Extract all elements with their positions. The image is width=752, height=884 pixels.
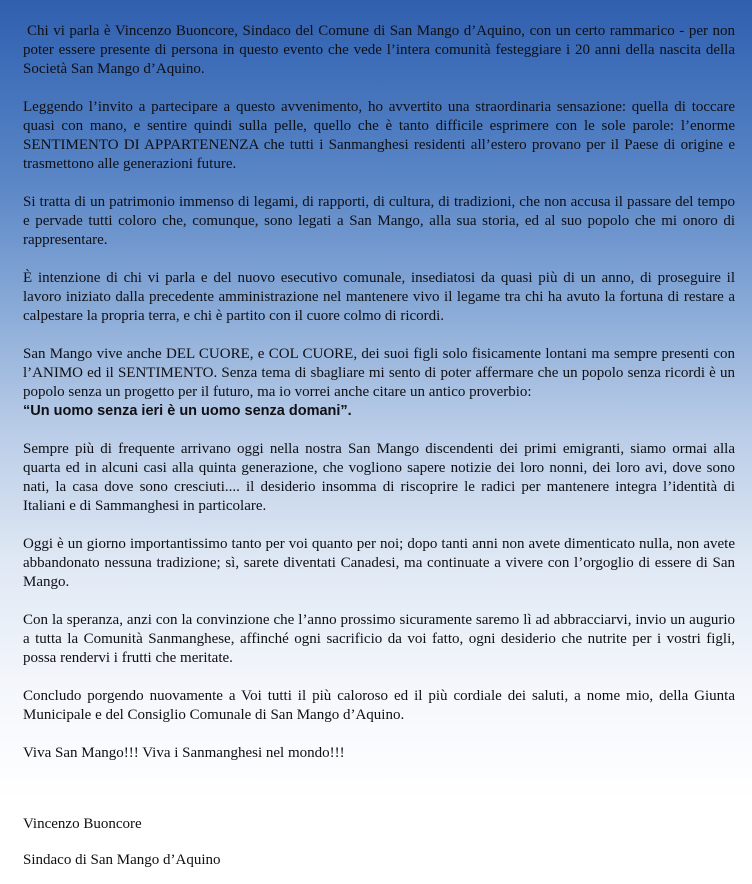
paragraph-heart (23, 345, 735, 421)
paragraph-greetings: Concludo porgendo nuovamente a Voi tutti il più caloroso ed il più cordiale dei saluti, a nome mio, della Giunta Municipale e del Consiglio Comunale di San Mango d’Aquino. (23, 688, 735, 723)
paragraph-hope: Con la speranza, anzi con la convinzione che l’anno prossimo sicuramente saremo lì ad abbracciarvi, invio un augurio a tutta la Comunità Sanmanghese, affinché ogni sacrificio da voi fatto, ogni desiderio che nutrite per i vostri figli, possa rendervi i frutti che meritate. (23, 612, 735, 666)
paragraph-heritage: Si tratta di un patrimonio immenso di legami, di rapporti, di cultura, di tradizioni, che non accusa il passare del tempo e pervade tutti coloro che, comunque, sono legati a San Mango, alla sua storia, ed al suo popolo che mi onoro di rappresentare. (23, 194, 735, 248)
proverb-quote: “Un uomo senza ieri è un uomo senza domani”. (23, 403, 352, 419)
paragraph-descendants: Sempre più di frequente arrivano oggi nella nostra San Mango discendenti dei primi emigranti, siamo ormai alla quarta ed in alcuni casi alla quinta generazione, che vogliono sapere notizie dei loro nonni, dei loro avi, dove sono nati, la casa dove sono cresciuti.... il desiderio insomma di riscoprire le radici per mantenere integra l’identità di Italiani e di Sammanghesi in particolare. (23, 441, 735, 514)
paragraph-administration: È intenzione di chi vi parla e del nuovo esecutivo comunale, insediatosi da quasi più di un anno, di proseguire il lavoro iniziato dalla precedente amministrazione nel mantenere vivo il legame tra chi ha avuto la fortuna di restare a calpestare la propria terra, e chi è partito con il cuore colmo di ricordi. (23, 270, 735, 324)
signature-name: Vincenzo Buoncore (23, 816, 142, 832)
paragraph-invitation: Leggendo l’invito a partecipare a questo avvenimento, ho avvertito una straordinaria sensazione: quella di toccare quasi con mano, e sentire quindi sulla pelle, quello che è tanto difficile esprimere con le sole parole: l’enorme SENTIMENTO DI APPARTENENZA che tutti i Sanmanghesi residenti all’estero provano per il Paese di origine e trasmettono alle generazioni future. (23, 99, 735, 172)
signature-title: Sindaco di San Mango d’Aquino (23, 852, 221, 868)
paragraph-intro: Chi vi parla è Vincenzo Buoncore, Sindaco del Comune di San Mango d’Aquino, con un certo rammarico - per non poter essere presente di persona in questo evento che vede l’intera comunità festeggiare i 20 anni della nascita della Società San Mango d’Aquino. (23, 23, 735, 77)
paragraph-today: Oggi è un giorno importantissimo tanto per voi quanto per noi; dopo tanti anni non avete dimenticato nulla, non avete abbandonato nessuna tradizione; sì, sarete diventati Canadesi, ma continuate a vivere con l’orgoglio di essere di San Mango. (23, 536, 735, 590)
paragraph-heart-text: San Mango vive anche DEL CUORE, e COL CUORE, dei suoi figli solo fisicamente lontani ma sempre presenti con l’ANIMO ed il SENTIMENTO. Senza tema di sbagliare mi sento di poter affermare che un popolo senza ricordi è un popolo senza un progetto per il futuro, ma io vorrei anche citare un antico proverbio: (23, 346, 735, 400)
paragraph-closing-cheer: Viva San Mango!!! Viva i Sanmanghesi nel mondo!!! (23, 745, 345, 761)
letter-body (23, 22, 735, 782)
